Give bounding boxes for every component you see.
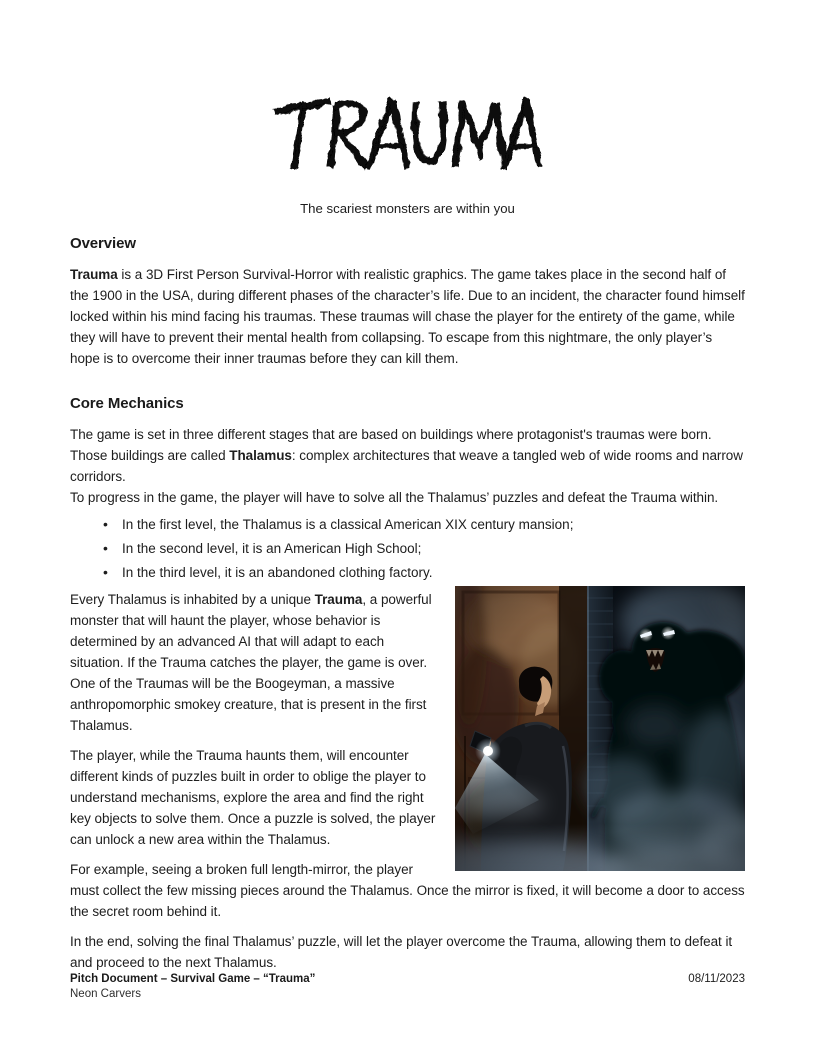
mirror-example-paragraph: For example, seeing a broken full length-mirror, the player must collect the few missing pieces around the Thalamus. Once the mirror is fixed, it will become a door to access the secret room behind it. <box>70 862 745 919</box>
level-3-text: In the third level, it is an abandoned clothing factory. <box>122 565 433 580</box>
bold-trauma: Trauma <box>314 592 363 607</box>
vignette-overlay <box>455 586 745 871</box>
trauma-logo <box>275 93 541 173</box>
puzzles-paragraph: The player, while the Trauma haunts them, will encounter different kinds of puzzles built in order to oblige the player to understand mechanisms, explore the area and find the right key objects to solve them. Once a puzzle is solved, the player can unlock a new area within the Thalamus. <box>70 748 436 847</box>
overview-paragraph <box>70 264 745 369</box>
list-item <box>103 538 745 559</box>
footer-date: 08/11/2023 <box>688 973 745 985</box>
bold-thalamus: Thalamus <box>229 448 292 463</box>
core-intro-text-3: To progress in the game, the player will have to solve all the Thalamus’ puzzles and defeat the Trauma within. <box>70 490 719 505</box>
tagline: The scariest monsters are within you <box>300 201 515 216</box>
footer-left <box>70 972 315 1002</box>
concept-art-image <box>455 586 745 871</box>
list-item <box>103 562 745 583</box>
levels-list <box>70 514 745 583</box>
level-2-text: In the second level, it is an American High School; <box>122 541 422 556</box>
ending-paragraph: In the end, solving the final Thalamus’ puzzle, will let the player overcome the Trauma, allowing them to defeat it and proceed to the next Thalamus. <box>70 934 733 970</box>
core-intro-text-1: The game is set in three different stages that are based on buildings where protagonist's traumas were born. Those buildings are called <box>70 427 712 463</box>
list-item <box>103 514 745 535</box>
bold-game-name: Trauma <box>70 267 118 282</box>
page-footer <box>70 972 745 1002</box>
footer-doc-title: Pitch Document – Survival Game – “Trauma” <box>70 973 316 985</box>
trauma-text-1: Every Thalamus is inhabited by a unique <box>70 592 315 607</box>
core-intro-paragraph <box>70 424 745 508</box>
footer-team-name: Neon Carvers <box>70 988 141 1000</box>
overview-heading: Overview <box>70 235 136 252</box>
level-1-text: In the first level, the Thalamus is a classical American XIX century mansion; <box>122 517 574 532</box>
trauma-text-2: , a powerful monster that will haunt the player, whose behavior is determined by an advanced AI that will adapt to each situation. If the Trauma catches the player, the game is over. One of the Traumas will be the Boogeyman, a massive anthropomorphic smokey creature, that is present in the first Thalamus. <box>70 592 432 733</box>
overview-text: is a 3D First Person Survival-Horror with realistic graphics. The game takes place in the second half of the 1900 in the USA, during different phases of the character’s life. Due to an incident, the character found himself locked within his mind facing his traumas. These traumas will chase the player for the entirety of the game, while they will have to prevent their mental health from collapsing. To escape from this nightmare, the only player’s hope is to overcome their inner traumas before they can kill them. <box>70 267 745 366</box>
core-mechanics-heading: Core Mechanics <box>70 395 184 412</box>
page-content <box>0 93 814 973</box>
core-intro-text-2: : complex architectures that weave a tangled web of wide rooms and narrow corridors. <box>70 448 743 484</box>
